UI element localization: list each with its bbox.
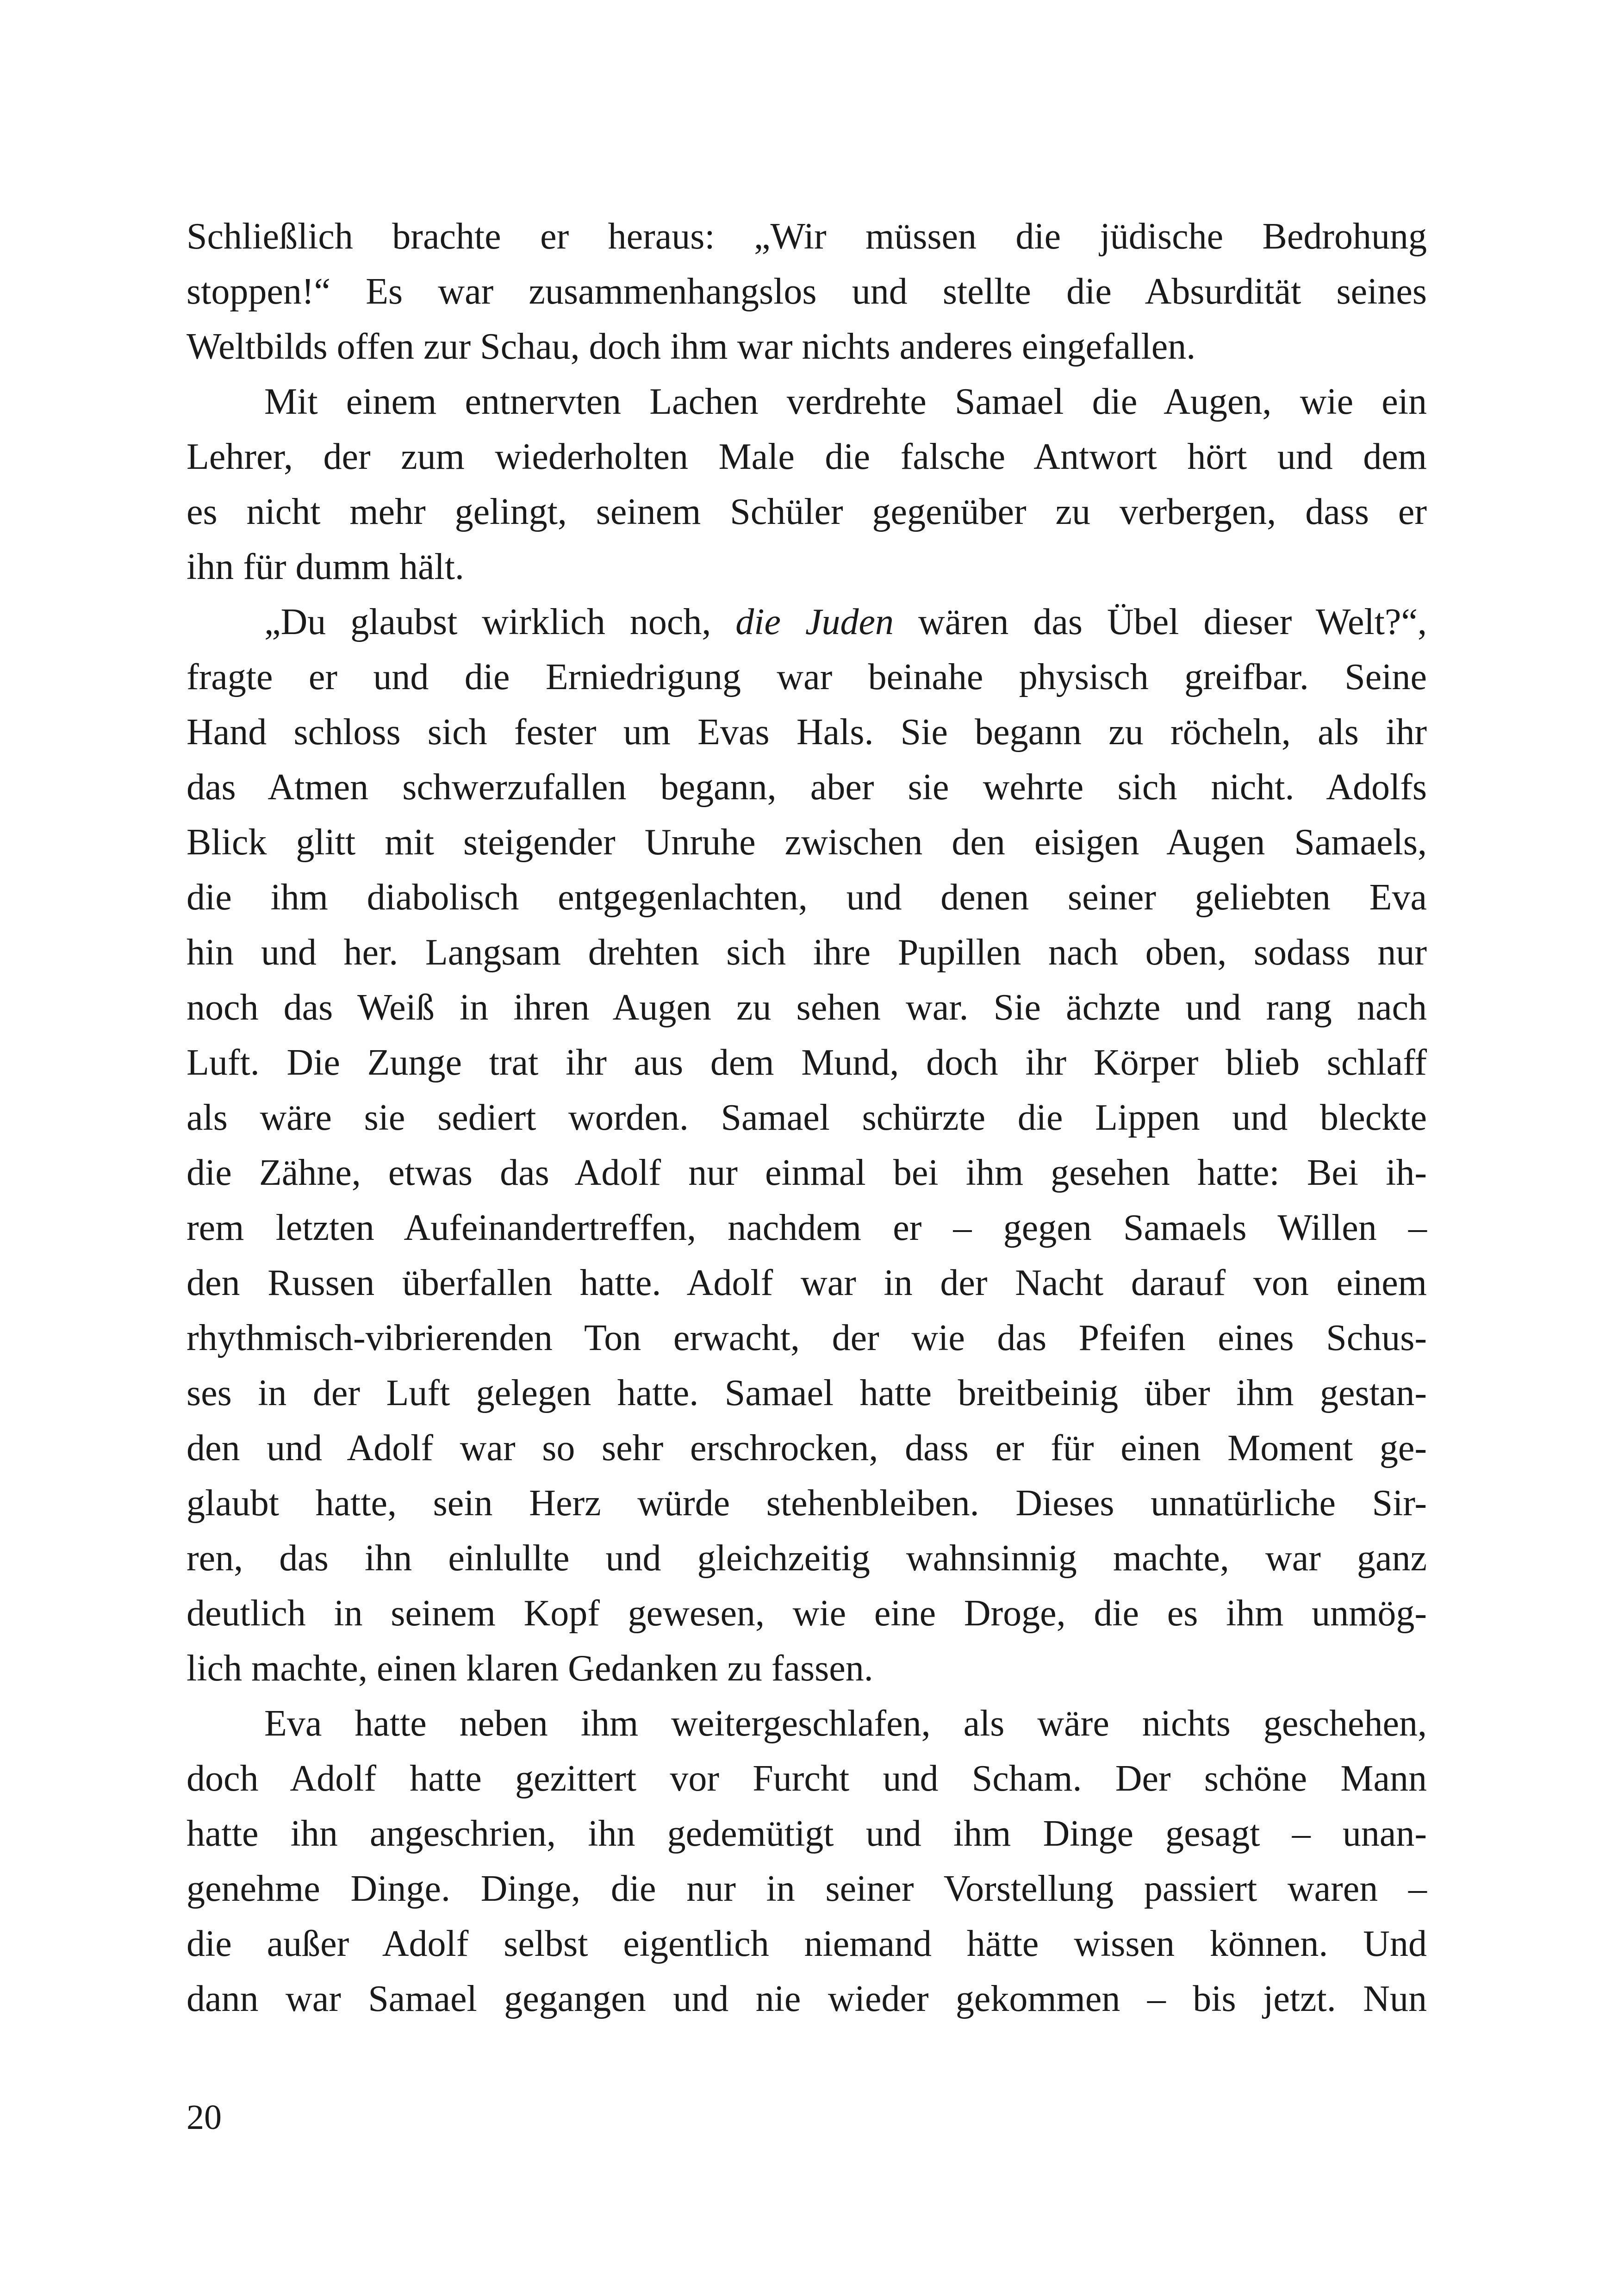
text-line: rhythmisch-vibrierenden Ton erwacht, der wie das Pfeifen eines Schus-	[187, 1318, 1427, 1358]
text-line: die Zähne, etwas das Adolf nur einmal bei ihm gesehen hatte: Bei ih-	[187, 1152, 1427, 1193]
text-line: Blick glitt mit steigender Unruhe zwischen den eisigen Augen Samaels,	[187, 822, 1427, 863]
text-line: ses in der Luft gelegen hatte. Samael hatte breitbeinig über ihm gestan-	[187, 1373, 1427, 1413]
text-run: wären das Übel dieser Welt?“,	[894, 602, 1427, 642]
text-line: Lehrer, der zum wiederholten Male die falsche Antwort hört und dem	[187, 436, 1427, 477]
text-line: Schließlich brachte er heraus: „Wir müssen die jüdische Bedrohung	[187, 216, 1427, 257]
text-line	[187, 595, 1427, 650]
text-line: doch Adolf hatte gezittert vor Furcht und Scham. Der schöne Mann	[187, 1758, 1427, 1799]
text-line: ihn für dumm hält.	[187, 547, 464, 587]
text-line: rem letzten Aufeinandertreffen, nachdem er – gegen Samaels Willen –	[187, 1207, 1427, 1248]
text-line: hatte ihn angeschrien, ihn gedemütigt und ihm Dinge gesagt – unan-	[187, 1813, 1427, 1854]
text-line: die ihm diabolisch entgegenlachten, und denen seiner geliebten Eva	[187, 877, 1427, 918]
text-line: hin und her. Langsam drehten sich ihre Pupillen nach oben, sodass nur	[187, 932, 1427, 973]
paragraph-2	[187, 374, 1427, 595]
text-line: deutlich in seinem Kopf gewesen, wie eine Droge, die es ihm unmög-	[187, 1593, 1427, 1634]
text-line: den Russen überfallen hatte. Adolf war in der Nacht darauf von einem	[187, 1263, 1427, 1303]
text-run: „Du glaubst wirklich noch,	[264, 602, 736, 642]
text-line: fragte er und die Erniedrigung war beinahe physisch greifbar. Seine	[187, 657, 1427, 697]
text-line: glaubt hatte, sein Herz würde stehenbleiben. Dieses unnatürliche Sir-	[187, 1483, 1427, 1524]
paragraph-3	[187, 595, 1427, 1696]
text-line: die außer Adolf selbst eigentlich niemand hätte wissen können. Und	[187, 1923, 1427, 1964]
paragraph-1	[187, 209, 1427, 374]
text-line: dann war Samael gegangen und nie wieder gekommen – bis jetzt. Nun	[187, 1979, 1427, 2019]
text-line: Mit einem entnervten Lachen verdrehte Samael die Augen, wie ein	[264, 381, 1427, 422]
body-text	[187, 209, 1427, 2027]
text-line: Hand schloss sich fester um Evas Hals. Sie begann zu röcheln, als ihr	[187, 712, 1427, 753]
text-line: Luft. Die Zunge trat ihr aus dem Mund, doch ihr Körper blieb schlaff	[187, 1042, 1427, 1083]
text-line: noch das Weiß in ihren Augen zu sehen war. Sie ächzte und rang nach	[187, 987, 1427, 1028]
text-line: genehme Dinge. Dinge, die nur in seiner Vorstellung passiert waren –	[187, 1868, 1427, 1909]
page-number: 20	[187, 2098, 222, 2137]
text-line: Weltbilds offen zur Schau, doch ihm war nichts anderes eingefallen.	[187, 326, 1196, 367]
text-line: das Atmen schwerzufallen begann, aber sie wehrte sich nicht. Adolfs	[187, 767, 1427, 808]
text-line: stoppen!“ Es war zusammenhangslos und stellte die Absurdität seines	[187, 271, 1427, 312]
text-line: als wäre sie sediert worden. Samael schürzte die Lippen und bleckte	[187, 1097, 1427, 1138]
paragraph-4	[187, 1696, 1427, 2027]
text-line: Eva hatte neben ihm weitergeschlafen, als wäre nichts geschehen,	[264, 1703, 1427, 1744]
emphasized-text: die Juden	[735, 602, 894, 642]
text-line: lich machte, einen klaren Gedanken zu fassen.	[187, 1648, 873, 1689]
text-line: den und Adolf war so sehr erschrocken, dass er für einen Moment ge-	[187, 1428, 1427, 1468]
text-line: ren, das ihn einlullte und gleichzeitig wahnsinnig machte, war ganz	[187, 1538, 1427, 1579]
text-line: es nicht mehr gelingt, seinem Schüler gegenüber zu verbergen, dass er	[187, 492, 1427, 532]
